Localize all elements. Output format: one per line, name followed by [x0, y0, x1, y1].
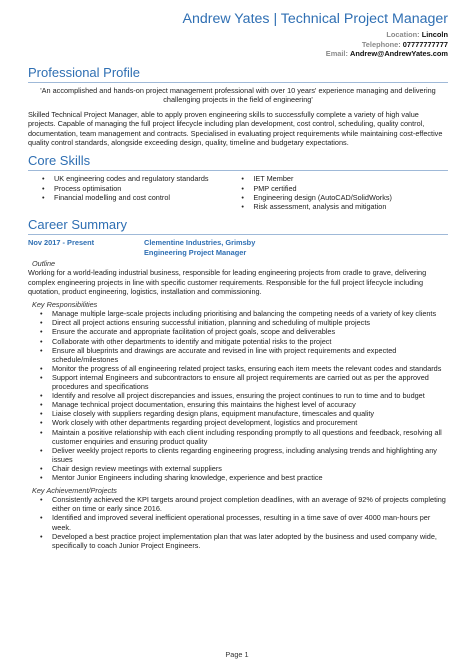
responsibility-item: • Chair design review meetings with external suppliers [52, 464, 448, 473]
career-heading: Career Summary [28, 217, 448, 235]
achievements-label: Key Achievement/Projects [32, 486, 117, 496]
responsibility-item: • Maintain a positive relationship with each client including responding promptly to all questions and feedback, resolving all customer enquiries and ensuring product quality [52, 428, 448, 446]
responsibilities-list [28, 309, 448, 482]
responsibility-item: • Ensure the accurate and appropriate facilitation of project goals, scope and deliverables [52, 327, 448, 336]
responsibility-item: • Direct all project actions ensuring successful initiation, planning and scheduling of multiple projects [52, 318, 448, 327]
telephone-line [28, 40, 448, 50]
page-number: Page 1 [225, 650, 249, 659]
job-dates: Nov 2017 - Present [28, 238, 95, 248]
profile-quote: 'An accomplished and hands-on project management professional with over 10 years' experience managing and delivering challenging projects in the field of engineering' [40, 85, 436, 104]
location-line [28, 30, 448, 40]
job-header [28, 238, 448, 257]
job-company: Clementine Industries, Grimsby [144, 238, 256, 248]
skill-item: • UK engineering codes and regulatory standards [54, 174, 239, 183]
achievements-list [28, 495, 448, 550]
job-role: Engineering Project Manager [144, 247, 247, 257]
responsibility-item: • Manage multiple large-scale projects including prioritising and balancing the competing needs of a variety of key clients [52, 309, 448, 318]
responsibilities-label: Key Responsibilities [32, 300, 98, 310]
job-outline: Working for a world-leading industrial business, responsible for leading engineering projects from cradle to grave, delivering complex engineering projects in line with specific customer requirements. Responsible for the full project lifecycle including quotation, product engineering, logistics, installation and commissioning. [28, 268, 427, 296]
location-value: Lincoln [421, 30, 448, 39]
responsibility-item: • Identify and resolve all project discrepancies and issues, ensuring the project continues to run to time and to budget [52, 391, 448, 400]
skills-right-column [239, 174, 448, 211]
skill-item: • IET Member [253, 174, 448, 183]
skill-item: • PMP certified [253, 184, 448, 193]
name-title: Andrew Yates | Technical Project Manager [182, 11, 448, 27]
location-label: Location: [386, 30, 420, 39]
achievement-item: • Developed a best practice project implementation plan that was later adopted by the business and used company wide, specifically to coach Junior Project Engineers. [52, 532, 448, 550]
telephone-label: Telephone: [361, 39, 401, 49]
responsibility-item: • Deliver weekly project reports to clients regarding engineering progress, including analysing trends and highlighting any issues [52, 446, 448, 464]
skills-left-column [28, 174, 239, 211]
responsibility-item: • Support internal Engineers and subcontractors to ensure all project requirements are carried out as per the approved procedures and specifications [52, 373, 448, 391]
email-line [28, 49, 448, 59]
profile-summary: Skilled Technical Project Manager, able to apply proven engineering skills to successfully complete a variety of high value projects. Capable of managing the full project lifecycle including plan development, cost control, scheduling, quality control, documentation, team management and contracts. Specialised in evaluating project requirements while maintaining cost-effective quality control standards, alongside exceeding design, quality, timeline and budgetary expectations. [28, 110, 443, 148]
skill-item: • Risk assessment, analysis and mitigation [253, 202, 448, 211]
profile-heading: Professional Profile [28, 65, 448, 83]
achievement-item: • Consistently achieved the KPI targets around project completion deadlines, with an average of 92% of projects completing either on time or early since 2016. [52, 495, 448, 513]
job-company-block [144, 238, 255, 257]
responsibility-item: • Collaborate with other departments to identify and mitigate potential risks to the project [52, 337, 448, 346]
responsibility-item: • Mentor Junior Engineers including sharing knowledge, experience and best practice [52, 473, 448, 482]
skill-item: • Engineering design (AutoCAD/SolidWorks) [253, 193, 448, 202]
email-label: Email: [325, 49, 348, 59]
skills-list [28, 174, 448, 211]
achievement-item: • Identified and improved several inefficient operational processes, resulting in a time save of over 4000 man-hours per week. [52, 513, 448, 531]
skill-item: • Financial modelling and cost control [54, 193, 239, 202]
responsibility-item: • Monitor the progress of all engineering related project tasks, ensuring each item meets the relevant codes and standards [52, 364, 448, 373]
responsibility-item: • Liaise closely with suppliers regarding design plans, equipment manufacture, timescales and quality [52, 409, 448, 418]
email-value[interactable]: Andrew@AndrewYates.com [350, 49, 448, 59]
skills-heading: Core Skills [28, 153, 448, 171]
responsibility-item: • Ensure all blueprints and drawings are accurate and revised in line with project requirements and expected schedule/milestones [52, 346, 448, 364]
telephone-value: 07777777777 [402, 39, 448, 49]
outline-label: Outline [32, 259, 56, 268]
responsibility-item: • Manage technical project documentation, ensuring this maintains the highest level of accuracy [52, 400, 448, 409]
cv-page [28, 10, 448, 550]
skill-item: • Process optimisation [54, 184, 239, 193]
responsibility-item: • Work closely with other departments regarding project development, logistics and procurement [52, 418, 448, 427]
